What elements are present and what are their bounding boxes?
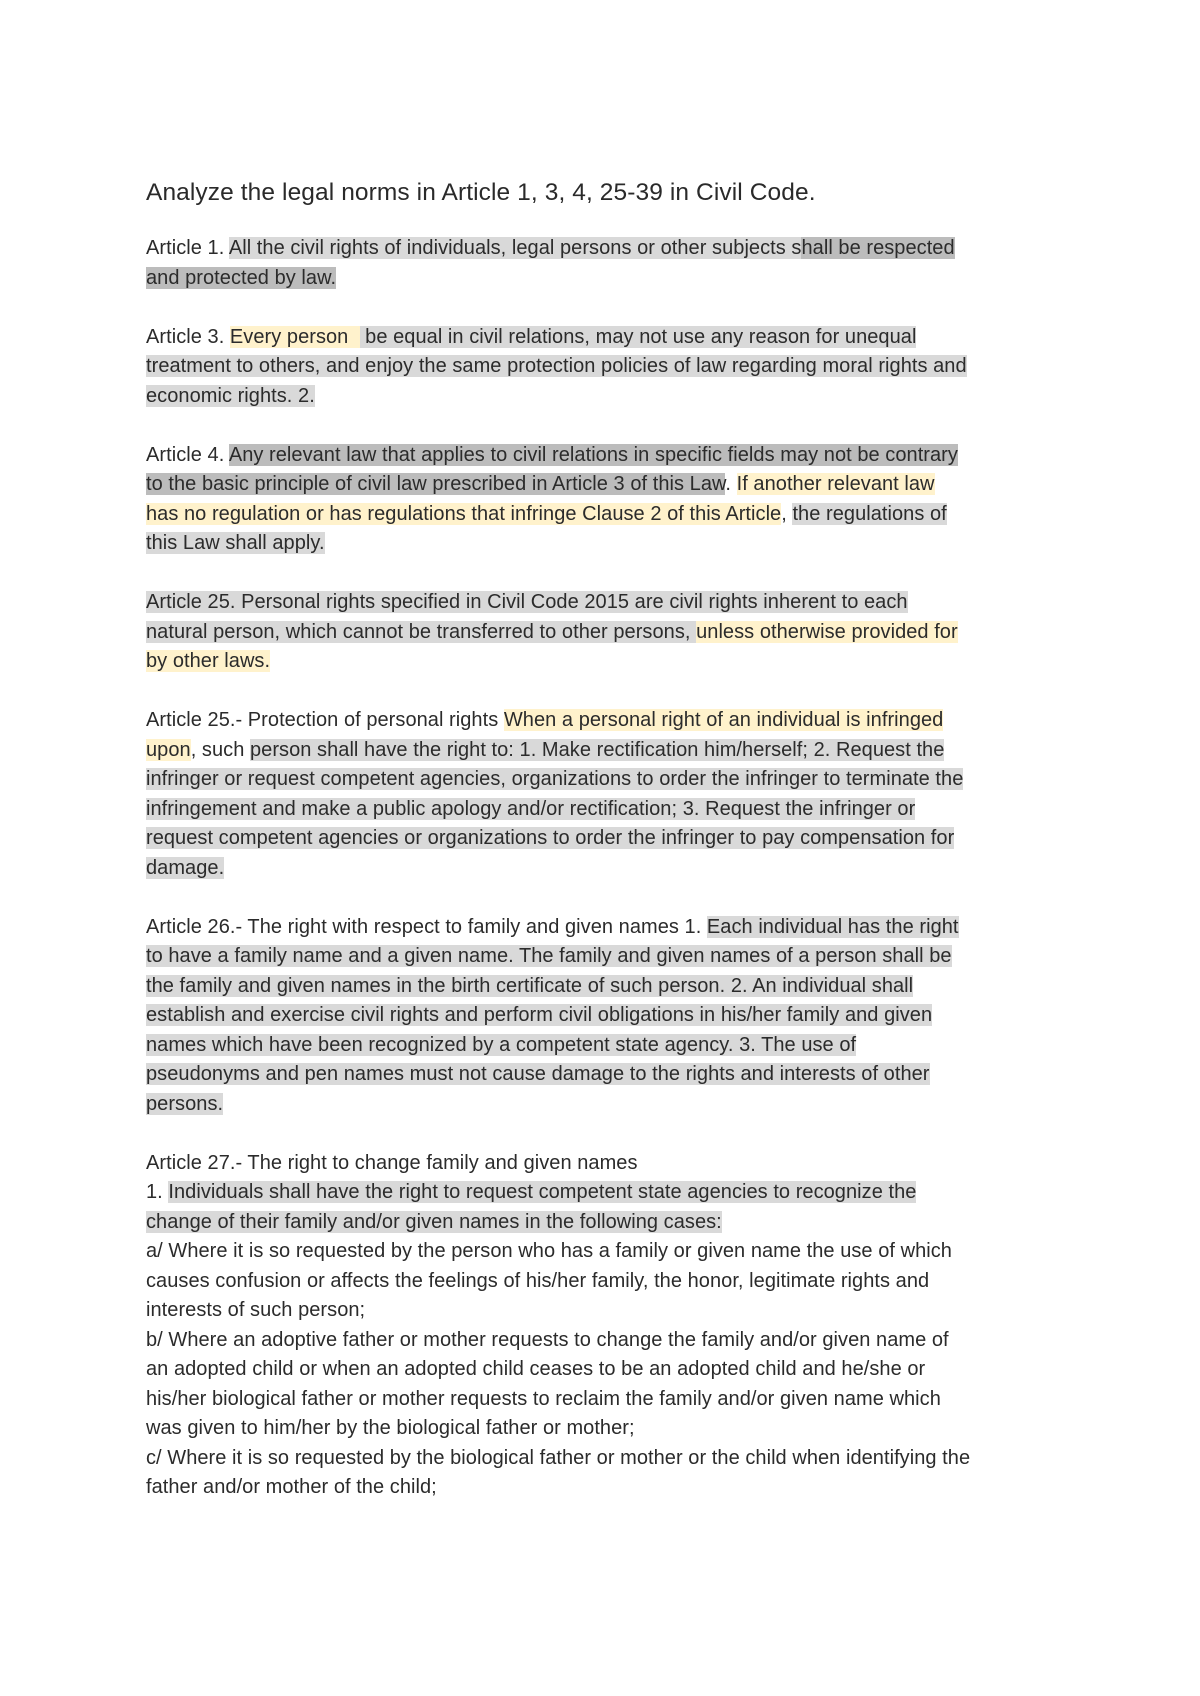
- article-25b-line-4: [146, 795, 1066, 825]
- article-3-line-3: [146, 382, 1066, 412]
- article-4-paragraph: [146, 441, 1066, 559]
- gray-highlight: economic rights. 2.: [146, 384, 315, 407]
- clause-number: 1.: [146, 1181, 169, 1203]
- article-3-line-2: [146, 352, 1066, 382]
- gray-highlight: All the civil rights of individuals, legal persons or other subjects s: [228, 237, 802, 259]
- article-26-line-6: [146, 1060, 1066, 1090]
- gray-highlight: this Law shall apply.: [146, 532, 325, 554]
- gray-highlight: change of their family and/or given names in the following cases:: [146, 1210, 722, 1233]
- gray-highlight: persons.: [146, 1092, 224, 1115]
- gray-highlight: Article 25. Personal rights specified in Civil Code 2015 are civil rights inherent to each: [146, 591, 908, 613]
- article-27-item-c-line-1: c/ Where it is so requested by the biological father or mother or the child when identifying the: [146, 1446, 971, 1469]
- article-27-clause-1-line-2: [146, 1208, 1066, 1238]
- article-25b-line-5: [146, 824, 1066, 854]
- article-4-line-1: [146, 441, 1066, 471]
- plain-text: ,: [781, 502, 793, 525]
- gray-highlight: pseudonyms and pen names must not cause damage to the rights and interests of other: [146, 1063, 930, 1085]
- dark-highlight: Any relevant law that applies to civil relations in specific fields may not be contrary: [228, 443, 958, 466]
- gray-highlight: damage.: [146, 856, 225, 879]
- article-25b-line-3: [146, 765, 1066, 795]
- article-26-line-7: [146, 1090, 1066, 1120]
- article-27-paragraph: [146, 1149, 1066, 1503]
- plain-text: Article 26.- The right with respect to family and given names 1.: [146, 915, 707, 938]
- article-26-line-5: [146, 1031, 1066, 1061]
- article-27-item-a-line-2: causes confusion or affects the feelings of his/her family, the honor, legitimate rights and: [146, 1269, 930, 1292]
- article-26-paragraph: [146, 913, 1066, 1120]
- article-25-paragraph: [146, 588, 1066, 677]
- article-27-item-c-line-2: father and/or mother of the child;: [146, 1476, 437, 1498]
- dark-highlight: and protected by law.: [146, 266, 337, 289]
- gray-highlight: be equal in civil relations, may not use any reason for unequal: [359, 325, 917, 348]
- yellow-highlight: unless otherwise provided for: [696, 620, 958, 643]
- article-26-line-1: [146, 913, 1066, 943]
- article-27-item-b-line-2: an adopted child or when an adopted child ceases to be an adopted child and he/she or: [146, 1358, 926, 1380]
- gray-highlight: Individuals shall have the right to request competent state agencies to recognize the: [168, 1181, 917, 1203]
- article-27-item-a-line-1: a/ Where it is so requested by the person who has a family or given name the use of which: [146, 1240, 952, 1262]
- article-25b-line-6: [146, 854, 1066, 884]
- article-1-line-1: [146, 234, 1066, 264]
- gray-highlight: treatment to others, and enjoy the same protection policies of law regarding moral rights and: [146, 355, 967, 377]
- article-27-item-b-line-1: b/ Where an adoptive father or mother requests to change the family and/or given name of: [146, 1328, 949, 1351]
- plain-text: .: [725, 473, 737, 495]
- article-27-clause-1-line-1: [146, 1178, 1066, 1208]
- article-25b-line-1: [146, 706, 1066, 736]
- gray-highlight: the regulations of: [792, 502, 947, 525]
- article-4-line-3: [146, 500, 1066, 530]
- article-4-line-2: [146, 470, 1066, 500]
- article-26-line-2: [146, 942, 1066, 972]
- plain-text: Article 25.- Protection of personal rights: [146, 709, 504, 731]
- gray-highlight: establish and exercise civil rights and perform civil obligations in his/her family and given: [146, 1004, 933, 1026]
- gray-highlight: infringement and make a public apology and/or rectification; 3. Request the infringer or: [146, 797, 916, 820]
- article-27-item-a-line-3: interests of such person;: [146, 1299, 366, 1321]
- article-1-paragraph: [146, 234, 1066, 293]
- gray-highlight: names which have been recognized by a competent state agency. 3. The use of: [146, 1033, 857, 1056]
- gray-highlight: natural person, which cannot be transferred to other persons,: [146, 620, 697, 643]
- article-25b-line-2: [146, 736, 1066, 766]
- yellow-highlight: If another relevant law: [736, 473, 935, 495]
- yellow-highlight: Every person: [229, 325, 360, 348]
- dark-highlight: hall be respected: [801, 237, 955, 259]
- article-27-item-b-line-4: was given to him/her by the biological father or mother;: [146, 1417, 635, 1439]
- yellow-highlight: When a personal right of an individual is infringed: [503, 709, 944, 731]
- article-3-prefix: Article 3.: [146, 325, 230, 348]
- gray-highlight: person shall have the right to: 1. Make rectification him/herself; 2. Request the: [249, 738, 945, 761]
- document-body: [146, 176, 1066, 1503]
- article-25-protection-paragraph: [146, 706, 1066, 883]
- article-4-line-4: [146, 529, 1066, 559]
- dark-highlight: to the basic principle of civil law prescribed in Article 3 of this Law: [146, 473, 726, 495]
- article-1-line-2: [146, 264, 1066, 294]
- article-27-heading: Article 27.- The right to change family and given names: [146, 1151, 638, 1174]
- document-title: Analyze the legal norms in Article 1, 3, 4, 25-39 in Civil Code.: [146, 179, 816, 206]
- article-25-line-1: [146, 588, 1066, 618]
- gray-highlight: request competent agencies or organizations to order the infringer to pay compensation for: [146, 827, 955, 849]
- yellow-highlight: upon: [146, 738, 191, 761]
- gray-highlight: the family and given names in the birth certificate of such person. 2. An individual shall: [146, 974, 914, 997]
- yellow-highlight: by other laws.: [146, 650, 271, 672]
- gray-highlight: Each individual has the right: [706, 915, 959, 938]
- article-25-line-3: [146, 647, 1066, 677]
- gray-highlight: infringer or request competent agencies, organizations to order the infringer to terminate the: [146, 768, 964, 790]
- gray-highlight: to have a family name and a given name. The family and given names of a person shall be: [146, 945, 952, 967]
- article-27-item-b-line-3: his/her biological father or mother requests to reclaim the family and/or given name which: [146, 1387, 941, 1410]
- article-26-line-3: [146, 972, 1066, 1002]
- article-1-prefix: Article 1.: [146, 237, 229, 259]
- article-3-line-1: [146, 323, 1066, 353]
- article-26-line-4: [146, 1001, 1066, 1031]
- article-4-prefix: Article 4.: [146, 443, 229, 466]
- article-3-paragraph: [146, 323, 1066, 412]
- plain-text: , such: [190, 738, 250, 761]
- article-25-line-2: [146, 618, 1066, 648]
- yellow-highlight: has no regulation or has regulations that infringe Clause 2 of this Article: [146, 502, 782, 525]
